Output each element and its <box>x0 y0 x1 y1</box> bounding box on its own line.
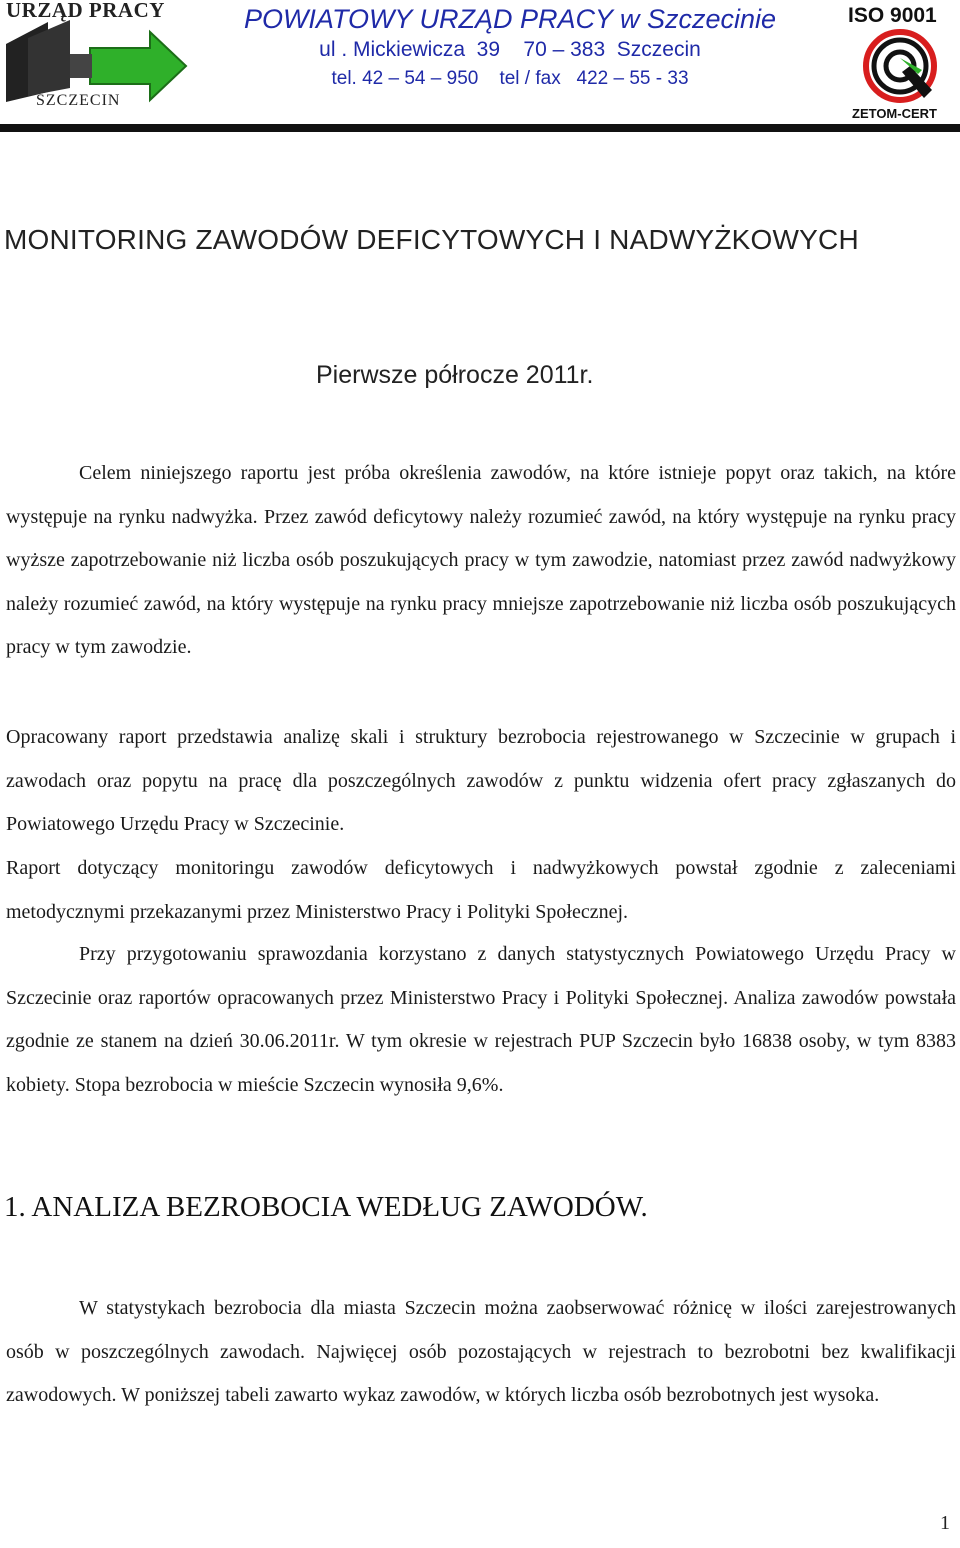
iso-seal-icon <box>862 28 938 104</box>
section-paragraph-text: W statystykach bezrobocia dla miasta Szczecin można zaobserwować różnicę w ilości zarejestrowanych osób w poszczególnych zawodach. Najwięcej osób pozostających w rejestrach to bezrobotni bez kwalifikacji zawodowych. W poniższej tabeli zawarto wykaz zawodów, w których liczba osób bezrobotnych jest wysoka. <box>6 1297 956 1406</box>
monitoring-paragraph <box>6 847 956 934</box>
iso-certificate-logo <box>840 2 958 120</box>
report-paragraph-text: Opracowany raport przedstawia analizę skali i struktury bezrobocia rejestrowanego w Szczecinie w grupach i zawodach oraz popytu na pracę dla poszczególnych zawodów z punktu widzenia ofert pracy zgłaszanych do Powiatowego Urzędu Pracy w Szczecinie. <box>6 726 956 835</box>
intro-paragraph-text: Celem niniejszego raportu jest próba określenia zawodów, na które istnieje popyt oraz takich, na które występuje na rynku nadwyżka. Przez zawód deficytowy należy rozumieć zawód, na który występuje na rynku pracy wyższe zapotrzebowanie niż liczba osób poszukujących pracy w tym zawodzie, natomiast przez zawód nadwyżkowy należy rozumieć zawód, na który występuje na rynku pracy mniejsze zapotrzebowanie niż liczba osób poszukujących pracy w tym zawodzie. <box>6 462 956 658</box>
document-title: MONITORING ZAWODÓW DEFICYTOWYCH I NADWYŻKOWYCH <box>4 224 859 255</box>
header-divider <box>0 124 960 132</box>
office-phone: tel. 42 – 54 – 950 tel / fax 422 – 55 - 33 <box>331 68 689 89</box>
logo-left-bottom-text: SZCZECIN <box>36 92 121 109</box>
office-header <box>200 4 820 93</box>
intro-paragraph <box>6 452 956 670</box>
cert-label: ZETOM-CERT <box>852 106 937 121</box>
data-paragraph <box>6 933 956 1107</box>
letterhead <box>0 0 960 138</box>
section-heading: 1. ANALIZA BEZROBOCIA WEDŁUG ZAWODÓW. <box>4 1191 648 1223</box>
data-paragraph-text: Przy przygotowaniu sprawozdania korzystano z danych statystycznych Powiatowego Urzędu Pracy w Szczecinie oraz raportów opracowanych przez Ministerstwo Pracy i Polityki Społecznej. Analiza zawodów powstała zgodnie ze stanem na dzień 30.06.2011r. W tym okresie w rejestrach PUP Szczecin było 16838 osoby, w tym 8383 kobiety. Stopa bezrobocia w mieście Szczecin wynosiła 9,6%. <box>6 943 956 1096</box>
report-paragraph <box>6 716 956 847</box>
logo-left-top-text: URZĄD PRACY <box>6 0 165 22</box>
urzad-pracy-logo <box>0 0 192 118</box>
iso-label: ISO 9001 <box>848 4 937 27</box>
page-number: 1 <box>940 1512 950 1534</box>
document-period: Pierwsze półrocze 2011r. <box>316 361 594 389</box>
office-name: POWIATOWY URZĄD PRACY w Szczecinie <box>243 4 777 34</box>
section-paragraph <box>6 1287 956 1418</box>
monitoring-paragraph-text: Raport dotyczący monitoringu zawodów deficytowych i nadwyżkowych powstał zgodnie z zaleceniami metodycznymi przekazanymi przez Ministerstwo Pracy i Polityki Społecznej. <box>6 857 956 923</box>
office-address: ul . Mickiewicza 39 70 – 383 Szczecin <box>319 38 701 61</box>
